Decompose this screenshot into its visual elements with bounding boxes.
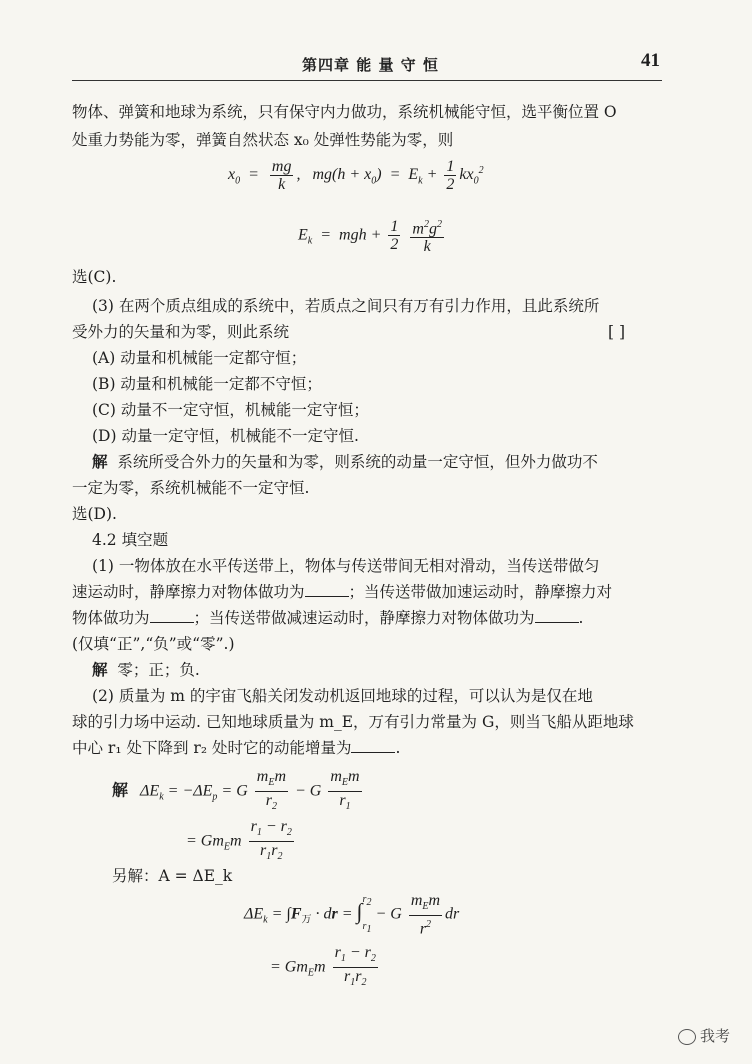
fill-q1-line-2 <box>72 582 612 602</box>
fill-q1-text-a: 速运动时，静摩擦力对物体做功为 <box>72 583 305 601</box>
wechat-icon <box>678 1029 696 1045</box>
answer-bracket: [ ] <box>608 323 626 341</box>
fill-q2-line-3: 中心 r₁ 处下降到 r₂ 处时它的动能增量为 . <box>72 739 401 757</box>
question-3-line-1: (3) 在两个质点组成的系统中，若质点之间只有万有引力作用，且此系统所 <box>92 297 600 315</box>
alt-solution: 另解：A = ΔE_k <box>112 867 233 885</box>
section-heading: 4.2 填空题 <box>92 531 169 549</box>
option-b: (B) 动量和机械能一定都不守恒； <box>92 375 322 393</box>
solution-label: 解 <box>92 452 108 471</box>
chapter-title: 第四章 能 量 守 恒 <box>302 56 439 74</box>
solution-text-1: 系统所受合外力的矢量和为零，则系统的动量一定守恒，但外力做功不 <box>117 453 598 471</box>
solution-label-3: 解 <box>112 780 129 800</box>
option-c: (C) 动量不一定守恒，机械能一定守恒； <box>92 401 369 419</box>
solution-line-1 <box>92 452 598 472</box>
fill-q2-line-1: (2) 质量为 m 的宇宙飞船关闭发动机返回地球的过程，可以认为是仅在地 <box>92 687 593 705</box>
text-line-1: 物体、弹簧和地球为系统，只有保守内力做功，系统机械能守恒，选平衡位置 O <box>72 103 617 121</box>
fill-q2-line-2: 球的引力场中运动. 已知地球质量为 m_E，万有引力常量为 G，则当飞船从距地球 <box>72 713 634 731</box>
solution-label-2: 解 <box>92 660 108 679</box>
text-line-2: 处重力势能为零，弹簧自然状态 x₀ 处弹性势能为零，则 <box>72 131 454 149</box>
solution-line-2: 一定为零，系统机械能不一定守恒. <box>72 479 310 497</box>
equation-4: = $Gm_Em$ $\frac{r_1 - r_2}{r_1r_2}$ <box>186 818 292 863</box>
answer-d: 选(D). <box>72 505 117 523</box>
page-number: 41 <box>641 50 660 71</box>
fill-q1-solution <box>92 660 200 680</box>
blank-4 <box>351 738 395 753</box>
equation-5: $\Delta E_k = \int F_万$ · dr = ∫ $r_2$ $r_1$ − G $\frac{m_Em}{r^2}$ dr <box>244 892 460 938</box>
fill-q1-note: (仅填“正”,“负”或“零”.) <box>72 635 235 653</box>
watermark <box>678 1025 730 1046</box>
option-d: (D) 动量一定守恒，机械能不一定守恒. <box>92 427 359 445</box>
fill-q1-text-d: ；当传送带做减速运动时，静摩擦力对物体做功为 <box>193 609 535 627</box>
text-line-3: 选(C). <box>72 268 117 286</box>
equation-6: = $Gm_Em$ $\frac{r_1 - r_2}{r_1r_2}$ <box>270 944 376 989</box>
blank-2 <box>150 608 194 623</box>
equation-3: 解 $\Delta E_k = -\Delta E_p = G$ $\frac{m_Em}{r_2}$ − G $\frac{m_Em}{r_1}$ <box>112 768 360 813</box>
fill-q2-text: 中心 r₁ 处下降到 r₂ 处时它的动能增量为 <box>72 739 352 757</box>
page-header <box>72 44 662 81</box>
blank-1 <box>305 582 349 597</box>
fill-q1-answer: 零；正；负. <box>117 661 200 679</box>
fill-q1-line-1: (1) 一物体放在水平传送带上，物体与传送带间无相对滑动，当传送带做匀 <box>92 557 600 575</box>
fill-q1-text-c: 物体做功为 <box>72 609 150 627</box>
equation-2: $E_k$ = mgh + $\frac{1}{2}$ $\frac{m^2g^2}{k}$ <box>298 216 447 255</box>
option-a: (A) 动量和机械能一定都守恒； <box>92 349 307 367</box>
blank-3 <box>535 608 579 623</box>
watermark-text: 我考 <box>699 1027 730 1045</box>
fill-q1-text-b: ；当传送带做加速运动时，静摩擦力对 <box>348 583 613 601</box>
fill-q1-line-3: 物体做功为 ；当传送带做减速运动时，静摩擦力对物体做功为 . <box>72 609 584 627</box>
equation-1: $x_0$ = $\frac{mg}{k}$ , $mg(h + x_0) = E_k$ + $\frac{1}{2}$ $kx_0^2$ <box>228 158 484 193</box>
question-3-line-2: 受外力的矢量和为零，则此系统 <box>72 323 290 341</box>
